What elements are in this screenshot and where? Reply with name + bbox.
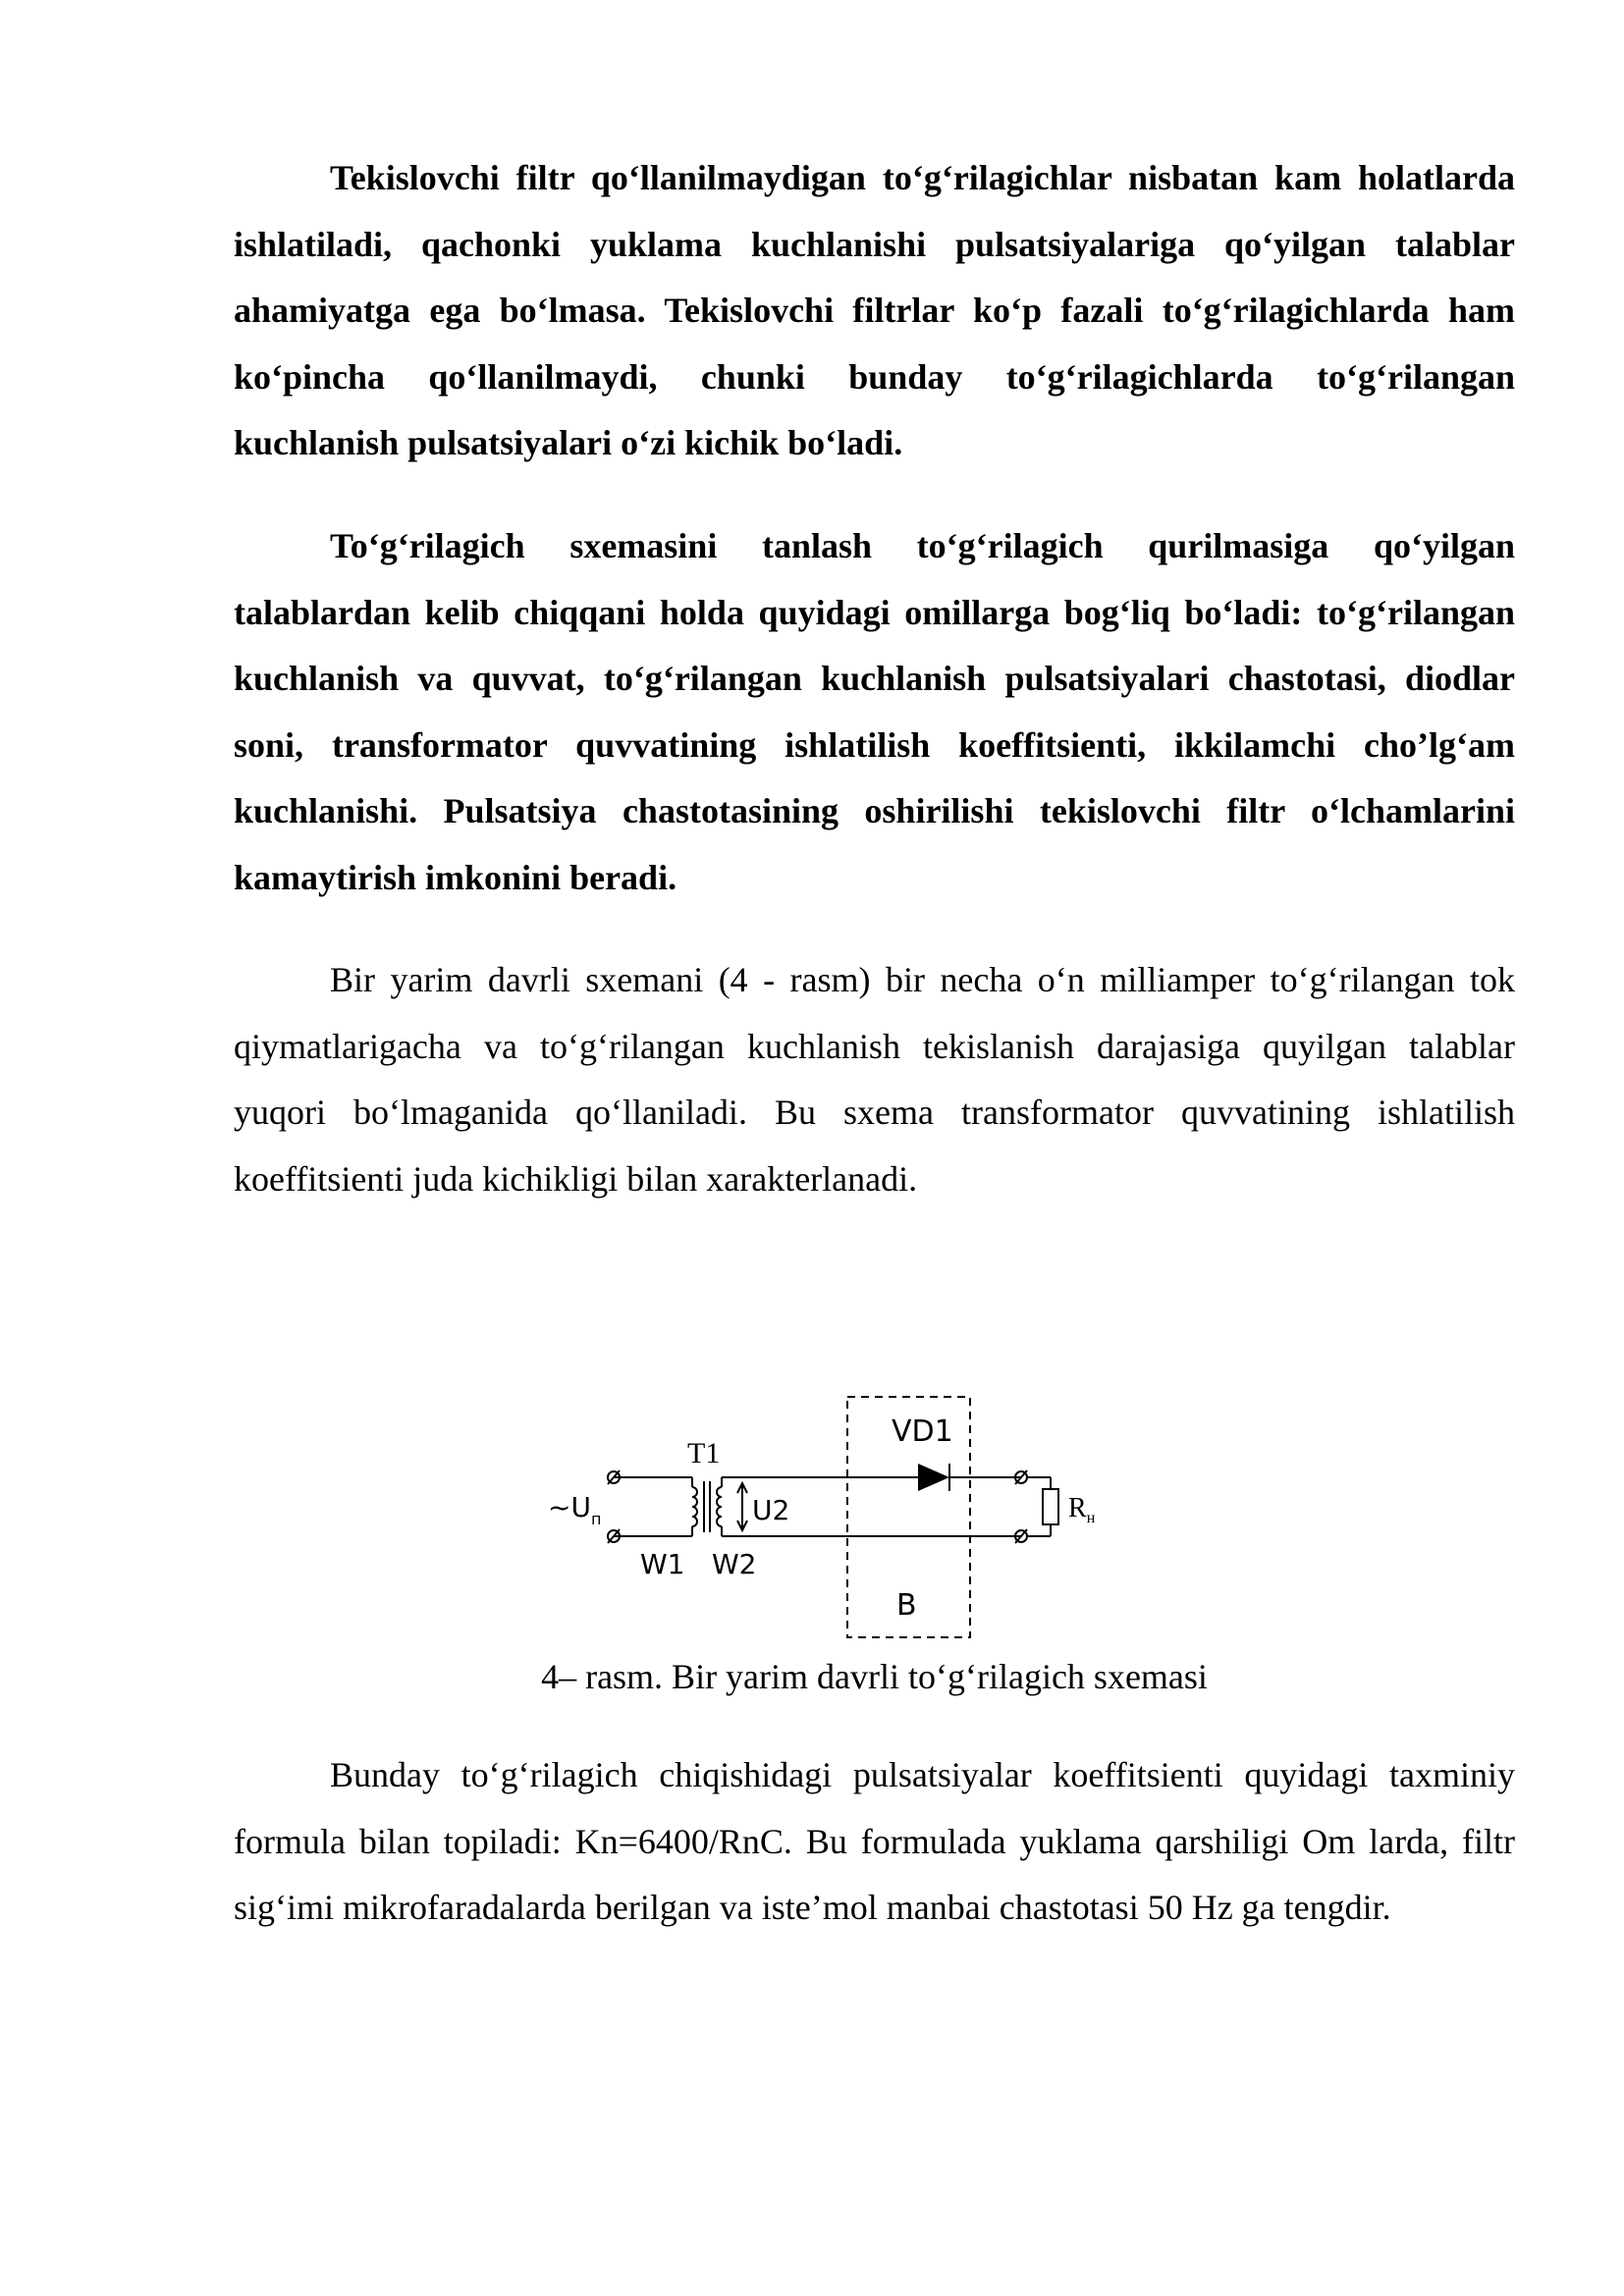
rectifier-schematic bbox=[530, 1379, 1139, 1654]
source-label: $\sim U_п$ bbox=[548, 1491, 602, 1528]
primary-winding bbox=[692, 1487, 697, 1526]
load-label: $R_н$ bbox=[1068, 1493, 1096, 1526]
vd1-label: VD1 bbox=[892, 1415, 953, 1449]
figure-caption: 4– rasm. Bir yarim davrli to‘g‘rilagich sxemasi bbox=[541, 1657, 1208, 1696]
paragraph-scheme-selection: To‘g‘rilagich sxemasini tanlash to‘g‘rilagich qurilmasiga qo‘yilgan talablardan kelib chiqqani holda quyidagi omillarga bog‘liq bo‘ladi: to‘g‘rilangan kuchlanish va quvvat, to‘g‘rilangan kuchlanish pulsatsiyalari chastotasi, diodlar soni, transformator quvvatining ishlatilish koeffitsienti, ikkilamchi cho’lg‘am kuchlanishi. Pulsatsiya chastotasining oshirilishi tekislovchi filtr o‘lchamlarini kamaytirish imkonini beradi. bbox=[234, 526, 1515, 897]
block-b-label: B bbox=[896, 1588, 917, 1623]
rectifier-circuit-figure bbox=[530, 1379, 1139, 1654]
load-resistor bbox=[1043, 1489, 1058, 1524]
w1-label: W1 bbox=[640, 1548, 685, 1580]
paragraph-ripple-formula: Bunday to‘g‘rilagich chiqishidagi pulsatsiyalar koeffitsienti quyidagi taxminiy formula bilan topiladi: Kn=6400/RnC. Bu formulada yuklama qarshiligi Om larda, filtr sig‘imi mikrofaradalarda berilgan va iste’mol manbai chastotasi 50 Hz ga tengdir. bbox=[234, 1755, 1515, 1927]
diode-anode bbox=[918, 1464, 949, 1491]
w2-label: W2 bbox=[712, 1548, 757, 1580]
secondary-winding bbox=[717, 1487, 722, 1526]
paragraph-filter-usage: Tekislovchi filtr qo‘llanilmaydigan to‘g‘rilagichlar nisbatan kam holatlarda ishlatiladi, qachonki yuklama kuchlanishi pulsatsiyalariga qo‘yilgan talablar ahamiyatga ega bo‘lmasa. Tekislovchi filtrlar ko‘p fazali to‘g‘rilagichlarda ham ko‘pincha qo‘llanilmaydi, chunki bunday to‘g‘rilagichlarda to‘g‘rilangan kuchlanish pulsatsiyalari o‘zi kichik bo‘ladi. bbox=[234, 158, 1515, 462]
u2-label: U2 bbox=[752, 1494, 790, 1526]
paragraph-half-wave-scheme: Bir yarim davrli sxemani (4 - rasm) bir necha o‘n milliamper to‘g‘rilangan tok qiymatlarigacha va to‘g‘rilangan kuchlanish tekislanish darajasiga quyilgan talablar yuqori bo‘lmaganida qo‘llaniladi. Bu sxema transformator quvvatining ishlatilish koeffitsienti juda kichikligi bilan xarakterlanadi. bbox=[234, 960, 1515, 1199]
t1-label: T1 bbox=[687, 1437, 721, 1469]
